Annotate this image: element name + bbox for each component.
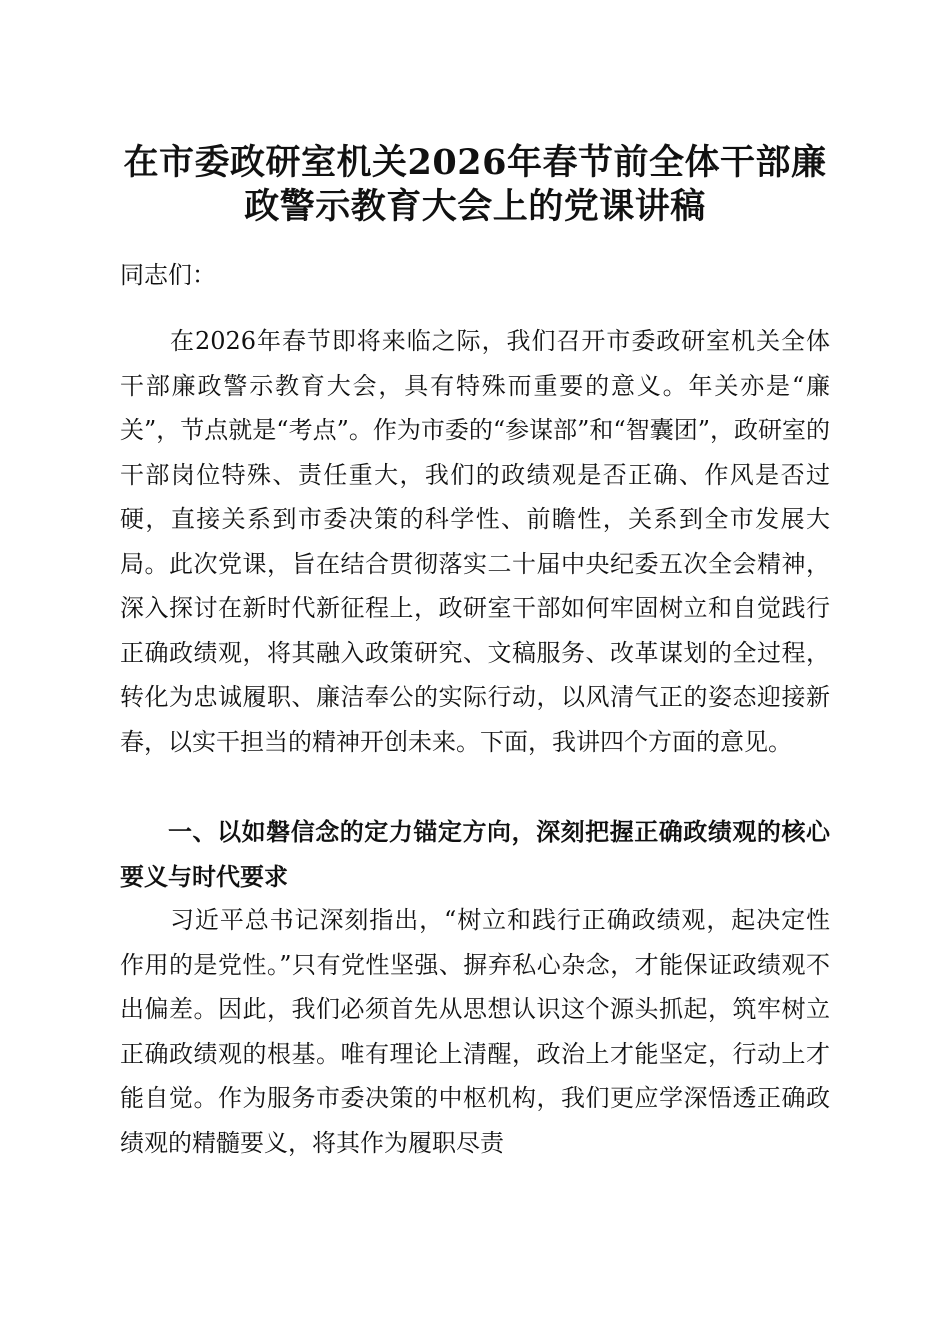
intro-paragraph: 在2026年春节即将来临之际，我们召开市委政研室机关全体干部廉政警示教育大会，具有特殊而重要的意义。年关亦是“廉关”，节点就是“考点”。作为市委的“参谋部”和“智囊团”，政研室的干部岗位特殊、责任重大，我们的政绩观是否正确、作风是否过硬，直接关系到市委决策的科学性、前瞻性，关系到全市发展大局。此次党课，旨在结合贯彻落实二十届中央纪委五次全会精神，深入探讨在新时代新征程上，政研室干部如何牢固树立和自觉践行正确政绩观，将其融入政策研究、文稿服务、改革谋划的全过程，转化为忠诚履职、廉洁奉公的实际行动，以风清气正的姿态迎接新春，以实干担当的精神开创未来。下面，我讲四个方面的意见。 — [120, 327, 830, 756]
document-title-line-1: 在市委政研室机关2026年春节前全体干部廉 — [123, 142, 827, 183]
section-1-paragraph: 习近平总书记深刻指出，“树立和践行正确政绩观，起决定性作用的是党性。”只有党性坚强、摒弃私心杂念，才能保证政绩观不出偏差。因此，我们必须首先从思想认识这个源头抓起，筑牢树立正确政绩观的根基。唯有理论上清醒，政治上才能坚定，行动上才能自觉。作为服务市委决策的中枢机构，我们更应学深悟透正确政绩观的精髓要义，将其作为履职尽责 — [120, 906, 830, 1157]
section-heading-1: 一、以如磐信念的定力锚定方向，深刻把握正确政绩观的核心要义与时代要求 — [120, 818, 830, 891]
document-title-line-2: 政警示教育大会上的党课讲稿 — [244, 186, 706, 227]
salutation: 同志们： — [120, 261, 216, 289]
